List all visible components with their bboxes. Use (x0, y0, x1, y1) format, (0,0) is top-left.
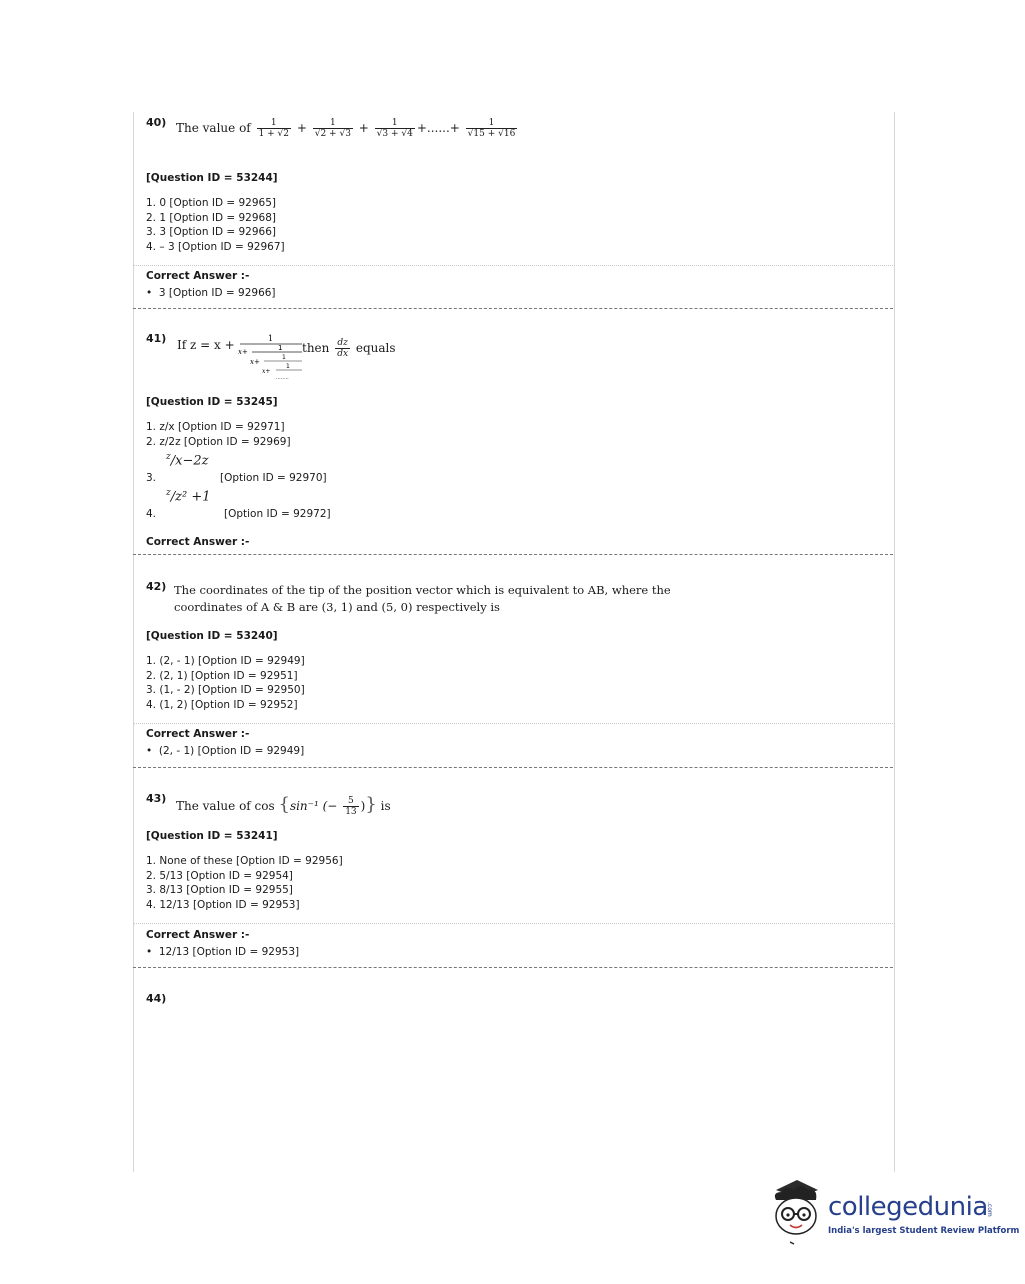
correct-answer-heading: Correct Answer :- (146, 536, 250, 548)
question-divider (133, 308, 893, 309)
svg-text:1: 1 (268, 334, 274, 343)
question-stem: coordinates of A & B are (3, 1) and (5, 0) respectively is (174, 600, 500, 614)
question-number: 40) (146, 116, 167, 129)
option-item: 2. 5/13 [Option ID = 92954] (146, 869, 293, 882)
option-item: 4. (1, 2) [Option ID = 92952] (146, 698, 298, 711)
question-id: [Question ID = 53240] (146, 630, 278, 642)
question-stem-tail: then $\frac{dz}{dx}$ equals (302, 338, 396, 359)
question-divider (133, 967, 893, 968)
option-item: 4. 12/13 [Option ID = 92953] (146, 898, 300, 911)
option-item: 3. 8/13 [Option ID = 92955] (146, 884, 293, 897)
svg-text:x+: x+ (262, 368, 271, 375)
correct-answer: • (2, - 1) [Option ID = 92949] (146, 745, 305, 757)
option-item: 4. – 3 [Option ID = 92967] (146, 240, 285, 253)
divider (133, 265, 893, 266)
question-stem: The coordinates of the tip of the position vector which is equivalent to AB, where the (174, 583, 671, 597)
option-item: 2. z/2z [Option ID = 92969] (146, 435, 291, 448)
option-item: 3. 3 [Option ID = 92966] (146, 226, 277, 239)
correct-answer-heading: Correct Answer :- (146, 929, 250, 941)
option-item: 1. (2, - 1) [Option ID = 92949] (146, 655, 305, 667)
option-item: 1. None of these [Option ID = 92956] (146, 855, 343, 867)
mascot-icon (768, 1178, 826, 1248)
continued-fraction (236, 332, 306, 382)
question-number: 41) (146, 332, 167, 345)
question-divider (133, 767, 893, 768)
question-number: 43) (146, 792, 167, 805)
option-item: 2. 1 [Option ID = 92968] (146, 211, 277, 224)
correct-answer: • 3 [Option ID = 92966] (146, 287, 276, 299)
options-list (146, 420, 291, 449)
divider (133, 923, 893, 924)
question-stem: The value of $\frac{1}{1 + √2}$ + $\frac{1}{√2 + √3}$ + $\frac{1}{√3 + √4}$ +......+ $\frac{1}{√15 + √16}$ (176, 118, 516, 139)
options-list (146, 654, 305, 712)
fraction: $\frac{1}{√15 + √16}$ (467, 118, 516, 139)
brand-tagline: India's largest Student Review Platform (828, 1226, 1020, 1236)
question-stem: If z = x + (177, 338, 235, 352)
correct-answer-heading: Correct Answer :- (146, 728, 250, 740)
option-item: 2. (2, 1) [Option ID = 92951] (146, 669, 298, 682)
stem-text: The value of (176, 121, 251, 135)
fraction: $\frac{1}{1 + √2}$ (258, 118, 290, 139)
option-item: 3. (1, - 2) [Option ID = 92950] (146, 684, 305, 697)
collegedunia-logo (768, 1178, 1020, 1248)
fraction: $\frac{1}{√3 + √4}$ (376, 118, 413, 139)
question-number: 42) (146, 580, 167, 593)
svg-text:1: 1 (282, 354, 286, 361)
correct-answer-heading: Correct Answer :- (146, 270, 250, 282)
option-item: 1. z/x [Option ID = 92971] (146, 421, 285, 433)
svg-text:1: 1 (278, 344, 283, 352)
svg-text:x+: x+ (250, 358, 260, 366)
question-stem: The value of cos {sin⁻¹ (− $\frac{5}{13}$ )} is (176, 794, 391, 817)
divider (133, 723, 893, 724)
options-list (146, 854, 343, 912)
question-number: 44) (146, 992, 167, 1005)
question-id: [Question ID = 53241] (146, 830, 278, 842)
brand-domain: .com (986, 1202, 993, 1217)
svg-text:........: ........ (276, 375, 289, 381)
question-divider (133, 554, 893, 555)
fraction: $\frac{1}{√2 + √3}$ (314, 118, 351, 139)
svg-text:1: 1 (286, 363, 290, 370)
question-id: [Question ID = 53244] (146, 172, 278, 184)
option-item: 1. 0 [Option ID = 92965] (146, 197, 277, 209)
correct-answer: • 12/13 [Option ID = 92953] (146, 946, 300, 958)
brand-wordmark: collegedunia (828, 1192, 988, 1222)
svg-text:x+: x+ (238, 348, 248, 356)
options-list (146, 196, 285, 254)
question-id: [Question ID = 53245] (146, 396, 278, 408)
